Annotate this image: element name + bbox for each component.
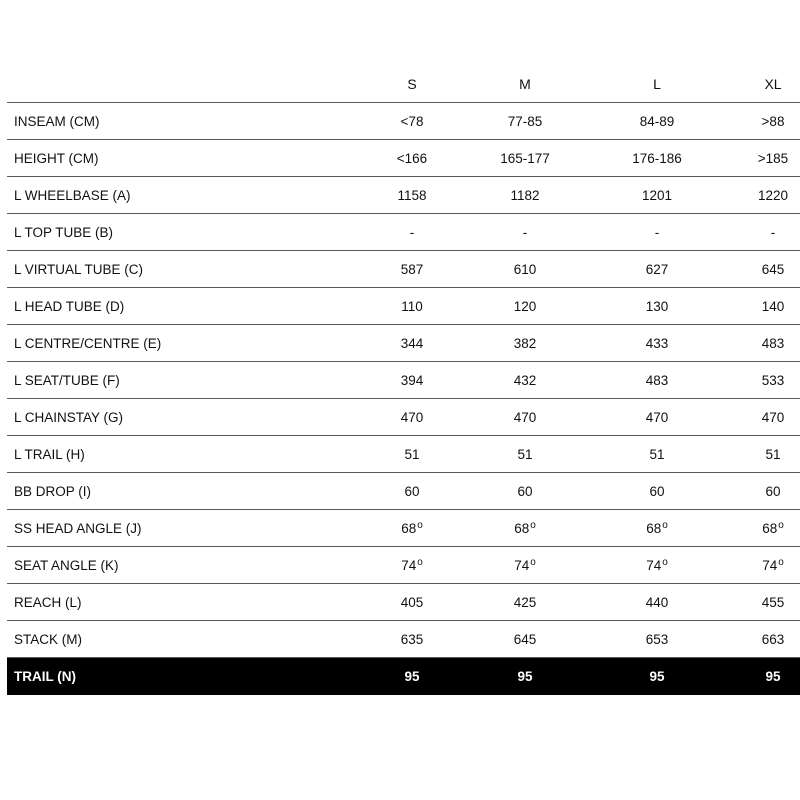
row-value-s: 68 o (401, 519, 423, 536)
row-value-xl: 140 (761, 298, 785, 314)
row-value-s: <78 (400, 113, 424, 129)
row-value-s: 95 (404, 669, 420, 684)
row-value-l: 176-186 (632, 150, 682, 166)
row-value-s: 470 (400, 409, 424, 425)
row-value-s: 74 o (401, 556, 423, 573)
table-row (7, 658, 800, 695)
row-value-s: 394 (400, 372, 424, 388)
row-label: SEAT ANGLE (K) (14, 557, 119, 573)
row-value-xl: 455 (761, 594, 785, 610)
geometry-table (7, 65, 800, 695)
row-value-m: 425 (513, 594, 537, 610)
degree-mark: o (778, 519, 784, 531)
row-value-xl: 51 (765, 446, 781, 462)
row-value-l: 74 o (646, 556, 668, 573)
row-label: L WHEELBASE (A) (14, 187, 131, 203)
row-value-l: 51 (649, 446, 665, 462)
row-value-s: 405 (400, 594, 424, 610)
row-value-l: 433 (645, 335, 669, 351)
degree-mark: o (778, 556, 784, 568)
row-label: L HEAD TUBE (D) (14, 298, 125, 314)
row-value-l: 95 (649, 669, 665, 684)
row-value-m: 432 (513, 372, 537, 388)
table-row (7, 399, 800, 436)
row-value-l: 627 (645, 261, 669, 277)
row-label: L SEAT/TUBE (F) (14, 372, 120, 388)
row-value-m: 51 (517, 446, 533, 462)
degree-mark: o (417, 519, 423, 531)
row-value-xl: 74 o (762, 556, 784, 573)
row-value-s: <166 (396, 150, 428, 166)
row-label: STACK (M) (14, 631, 82, 647)
size-header-s: S (407, 76, 417, 92)
row-value-xl: - (770, 224, 776, 240)
row-value-xl: 1220 (757, 187, 789, 203)
row-value-l: 470 (645, 409, 669, 425)
table-row (7, 473, 800, 510)
row-value-m: 60 (517, 483, 533, 499)
row-value-m: 68 o (514, 519, 536, 536)
row-label: TRAIL (N) (14, 669, 76, 684)
table-row (7, 436, 800, 473)
table-row (7, 103, 800, 140)
row-value-s: - (409, 224, 415, 240)
row-label: L TRAIL (H) (14, 446, 85, 462)
row-value-l: 68 o (646, 519, 668, 536)
row-value-xl: 533 (761, 372, 785, 388)
row-value-s: 60 (404, 483, 420, 499)
row-label: L VIRTUAL TUBE (C) (14, 261, 144, 277)
row-label: BB DROP (I) (14, 483, 92, 499)
row-value-m: 95 (517, 669, 533, 684)
row-value-s: 344 (400, 335, 424, 351)
table-row (7, 214, 800, 251)
row-value-m: 77-85 (507, 113, 543, 129)
table-row (7, 288, 800, 325)
table-row (7, 362, 800, 399)
row-value-s: 635 (400, 631, 424, 647)
row-label: INSEAM (CM) (14, 113, 100, 129)
degree-mark: o (530, 556, 536, 568)
row-value-xl: >88 (761, 113, 785, 129)
size-header-l: L (653, 76, 661, 92)
table-row (7, 621, 800, 658)
row-value-m: 1182 (510, 187, 540, 203)
table-row (7, 584, 800, 621)
table-row (7, 325, 800, 362)
row-value-m: 470 (513, 409, 537, 425)
size-header-xl: XL (764, 76, 782, 92)
degree-mark: o (662, 519, 668, 531)
row-label: SS HEAD ANGLE (J) (14, 520, 142, 536)
row-value-l: 60 (649, 483, 665, 499)
row-value-xl: >185 (757, 150, 789, 166)
row-value-m: 382 (513, 335, 537, 351)
row-value-l: 130 (645, 298, 669, 314)
row-value-xl: 95 (765, 669, 781, 684)
table-row (7, 547, 800, 584)
row-value-m: 610 (513, 261, 537, 277)
row-value-xl: 483 (761, 335, 785, 351)
table-body (7, 103, 800, 695)
size-header-row (7, 65, 800, 103)
row-value-s: 51 (404, 446, 420, 462)
row-value-m: 165-177 (500, 150, 550, 166)
row-value-l: 440 (645, 594, 669, 610)
degree-mark: o (417, 556, 423, 568)
row-label: HEIGHT (CM) (14, 150, 99, 166)
row-label: REACH (L) (14, 594, 82, 610)
row-label: L CENTRE/CENTRE (E) (14, 335, 162, 351)
table-row (7, 251, 800, 288)
row-value-xl: 663 (761, 631, 785, 647)
row-value-xl: 470 (761, 409, 785, 425)
row-value-l: 84-89 (639, 113, 675, 129)
table-row (7, 177, 800, 214)
row-label: L TOP TUBE (B) (14, 224, 114, 240)
row-value-l: - (654, 224, 660, 240)
table-row (7, 140, 800, 177)
row-value-m: 74 o (514, 556, 536, 573)
size-header-m: M (519, 76, 531, 92)
degree-mark: o (662, 556, 668, 568)
row-value-l: 653 (645, 631, 669, 647)
degree-mark: o (530, 519, 536, 531)
row-value-s: 110 (401, 298, 423, 314)
row-value-s: 587 (400, 261, 424, 277)
row-value-xl: 645 (761, 261, 785, 277)
row-value-xl: 60 (765, 483, 781, 499)
row-value-l: 1201 (641, 187, 673, 203)
row-value-m: - (522, 224, 528, 240)
row-value-xl: 68 o (762, 519, 784, 536)
row-value-m: 120 (513, 298, 537, 314)
row-value-s: 1158 (397, 187, 427, 203)
table-row (7, 510, 800, 547)
row-label: L CHAINSTAY (G) (14, 409, 124, 425)
row-value-l: 483 (645, 372, 669, 388)
row-value-m: 645 (513, 631, 537, 647)
